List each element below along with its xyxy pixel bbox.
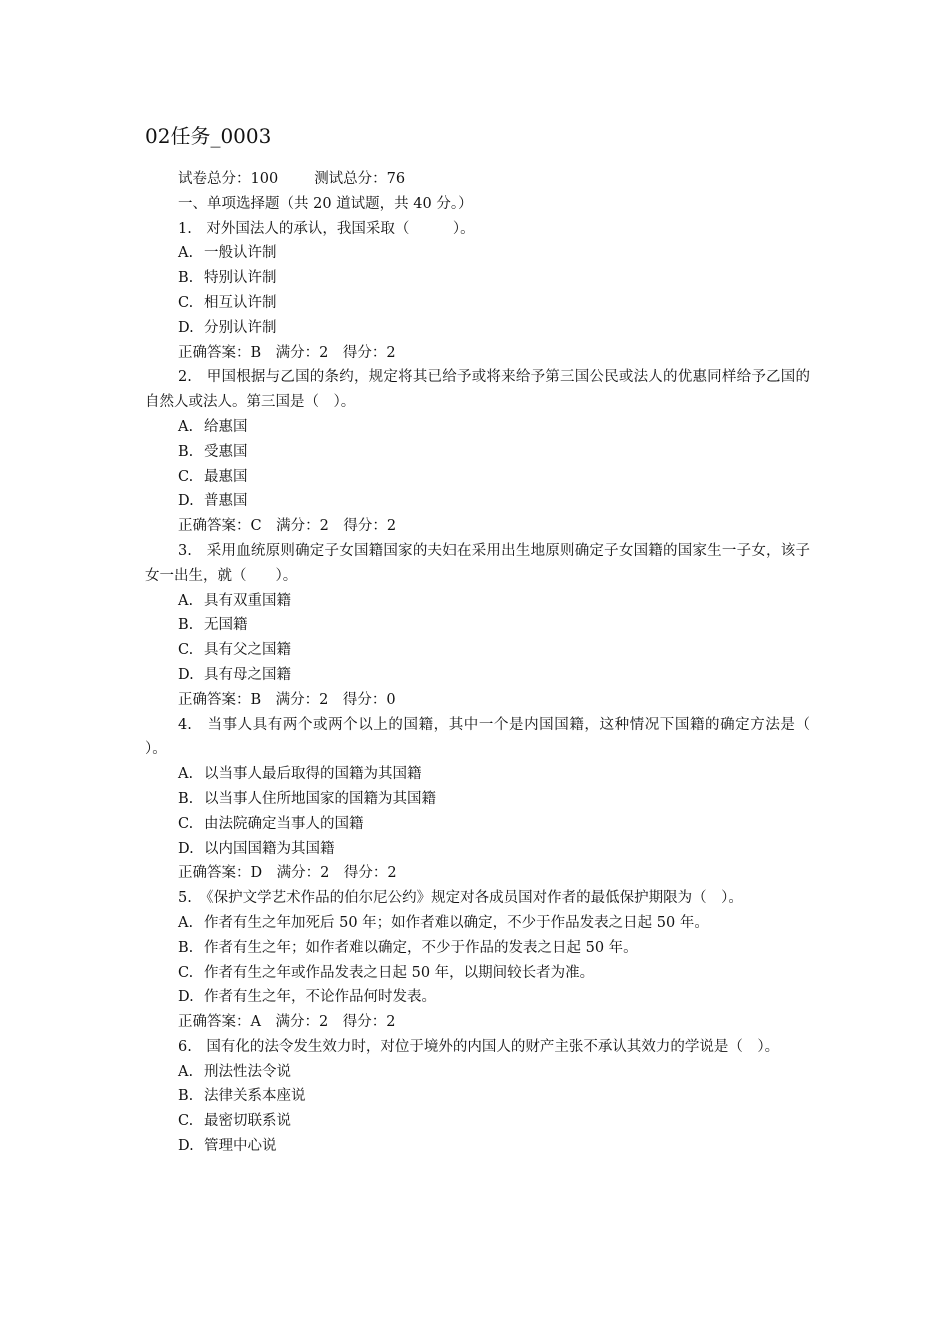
- option-letter: D.: [178, 319, 194, 336]
- option-letter: B.: [178, 1088, 194, 1105]
- option-item: [145, 266, 810, 291]
- option-item: [145, 1109, 810, 1134]
- option-text: 最密切联系说: [204, 1113, 291, 1130]
- page-title: 02任务_0003: [145, 124, 272, 148]
- question-stem: 3. 采用血统原则确定子女国籍国家的夫妇在采用出生地原则确定子女国籍的国家生一子女，该子女一出生，就（ ）。: [145, 542, 810, 584]
- total-score: 试卷总分：100: [178, 171, 279, 187]
- option-text: 作者有生之年，不论作品何时发表。: [204, 989, 436, 1006]
- option-item: [145, 589, 810, 614]
- option-text: 管理中心说: [204, 1138, 277, 1155]
- option-text: 法律关系本座说: [204, 1088, 306, 1105]
- option-text: 由法院确定当事人的国籍: [204, 815, 364, 832]
- option-text: 具有双重国籍: [204, 592, 291, 609]
- answer-line: 正确答案：B 满分：2 得分：0: [178, 691, 396, 708]
- option-letter: D.: [178, 1138, 194, 1155]
- option-item: [145, 291, 810, 316]
- question-stem: 5. 《保护文学艺术作品的伯尔尼公约》规定对各成员国对作者的最低保护期限为（ ）。: [178, 890, 743, 907]
- option-item: [145, 489, 810, 514]
- option-item: [145, 663, 810, 688]
- option-item: [145, 911, 810, 936]
- option-letter: C.: [178, 815, 194, 832]
- option-text: 分别认许制: [204, 319, 277, 336]
- option-letter: C.: [178, 468, 194, 485]
- option-item: [145, 638, 810, 663]
- option-letter: D.: [178, 989, 194, 1006]
- option-letter: B.: [178, 443, 194, 460]
- answer-line: 正确答案：C 满分：2 得分：2: [178, 518, 397, 535]
- exam-content: [145, 167, 854, 1159]
- option-text: 特别认许制: [204, 270, 277, 287]
- answer-line: 正确答案：B 满分：2 得分：2: [178, 344, 396, 361]
- option-letter: B.: [178, 617, 194, 634]
- option-letter: A.: [178, 418, 194, 435]
- option-text: 作者有生之年；如作者难以确定，不少于作品的发表之日起 50 年。: [204, 939, 638, 956]
- option-item: [145, 241, 810, 266]
- option-text: 一般认许制: [204, 245, 277, 262]
- option-letter: B.: [178, 790, 194, 807]
- option-letter: B.: [178, 270, 194, 287]
- option-text: 具有父之国籍: [204, 642, 291, 659]
- option-item: [145, 837, 810, 862]
- option-letter: B.: [178, 939, 194, 956]
- option-item: [145, 465, 810, 490]
- option-text: 具有母之国籍: [204, 666, 291, 683]
- option-text: 作者有生之年或作品发表之日起 50 年，以期间较长者为准。: [204, 964, 595, 981]
- score-summary: [145, 167, 810, 192]
- option-text: 无国籍: [204, 617, 248, 634]
- option-item: [145, 985, 810, 1010]
- question-stem: 2. 甲国根据与乙国的条约，规定将其已给予或将来给予第三国公民或法人的优惠同样给予乙国的自然人或法人。第三国是（ ）。: [145, 369, 810, 411]
- answer-line: 正确答案：D 满分：2 得分：2: [178, 865, 397, 882]
- option-text: 作者有生之年加死后 50 年；如作者难以确定，不少于作品发表之日起 50 年。: [204, 914, 709, 931]
- option-letter: A.: [178, 245, 194, 262]
- option-letter: C.: [178, 1113, 194, 1130]
- option-letter: D.: [178, 493, 194, 510]
- option-item: [145, 440, 810, 465]
- option-item: [145, 1134, 810, 1159]
- option-item: [145, 812, 810, 837]
- option-item: [145, 415, 810, 440]
- option-letter: A.: [178, 766, 194, 783]
- option-text: 以当事人最后取得的国籍为其国籍: [204, 766, 422, 783]
- answer-line: 正确答案：A 满分：2 得分：2: [178, 1014, 396, 1031]
- option-letter: D.: [178, 666, 194, 683]
- option-text: 刑法性法令说: [204, 1063, 291, 1080]
- question-stem: 4. 当事人具有两个或两个以上的国籍，其中一个是内国国籍，这种情况下国籍的确定方法是（ ）。: [145, 716, 854, 758]
- option-text: 以内国国籍为其国籍: [204, 840, 335, 857]
- option-item: [145, 961, 810, 986]
- option-text: 普惠国: [204, 493, 248, 510]
- question-stem: 1. 对外国法人的承认，我国采取（ ）。: [178, 220, 475, 237]
- option-text: 相互认许制: [204, 294, 277, 311]
- option-letter: C.: [178, 642, 194, 659]
- option-letter: A.: [178, 592, 194, 609]
- option-letter: A.: [178, 914, 194, 931]
- option-item: [145, 762, 810, 787]
- option-text: 以当事人住所地国家的国籍为其国籍: [204, 790, 436, 807]
- section-heading: 一、单项选择题（共 20 道试题，共 40 分。）: [178, 195, 473, 212]
- option-text: 最惠国: [204, 468, 248, 485]
- option-item: [145, 316, 810, 341]
- option-item: [145, 1060, 810, 1085]
- option-letter: C.: [178, 964, 194, 981]
- option-item: [145, 1084, 810, 1109]
- question-stem: 6. 国有化的法令发生效力时，对位于境外的内国人的财产主张不承认其效力的学说是（ ）。: [178, 1038, 780, 1055]
- option-item: [145, 787, 810, 812]
- option-item: [145, 613, 810, 638]
- option-letter: C.: [178, 294, 194, 311]
- option-letter: A.: [178, 1063, 194, 1080]
- option-text: 给惠国: [204, 418, 248, 435]
- option-item: [145, 936, 810, 961]
- test-score: 测试总分：76: [314, 171, 406, 187]
- option-letter: D.: [178, 840, 194, 857]
- option-text: 受惠国: [204, 443, 248, 460]
